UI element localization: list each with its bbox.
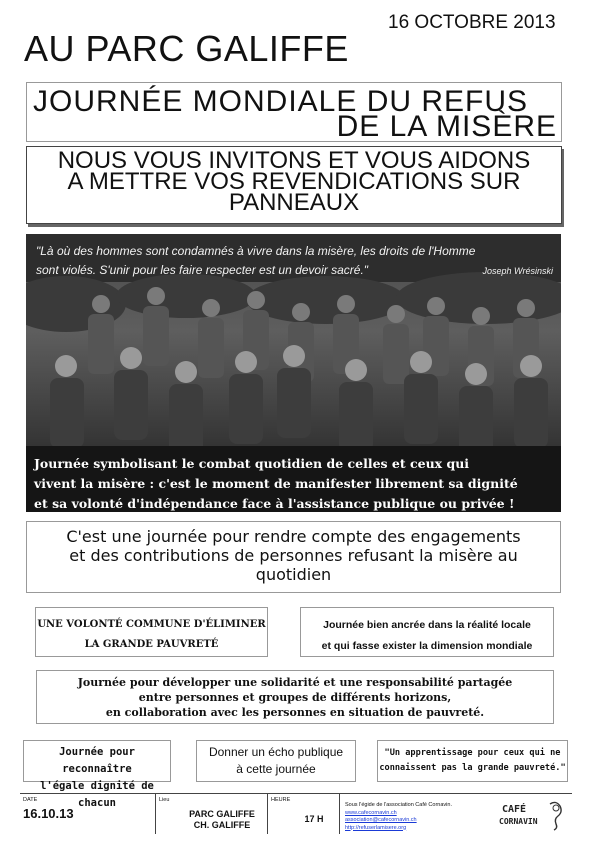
volonte-line2: LA GRANDE PAUVRETÉ (84, 639, 219, 650)
footer-info-bar (20, 793, 572, 837)
journee-title-line1: JOURNÉE MONDIALE DU REFUS (33, 85, 529, 118)
quote-line1: "Là où des hommes sont condamnés à vivre dans la misère, les droits de l'Homme (36, 244, 476, 258)
invitation-text (27, 147, 561, 216)
footer-divider (339, 794, 340, 834)
cafe-cornavin-logo (498, 798, 568, 834)
solidarite-line2: entre personnes et groupes de différents horizons, (138, 691, 452, 704)
echo-line2: à cette journée (236, 762, 316, 776)
footer-date-label: DATE (23, 797, 38, 803)
footer-lieu-label: Lieu (159, 797, 170, 803)
footer-egide-text: Sous l'égide de l'association Café Cornavin. (345, 802, 452, 808)
footer-link-website[interactable]: www.cafecornavin.ch (345, 809, 397, 816)
footer-heure-label: HEURE (271, 797, 291, 803)
invitation-line2: A METTRE VOS REVENDICATIONS SUR (67, 168, 521, 195)
realite-locale-box (300, 607, 554, 657)
compte-line1: C'est une journée pour rendre compte des engagements (66, 527, 521, 546)
quote-author: Joseph Wrésinski (482, 266, 553, 276)
footer-heure-value: 17 H (304, 814, 324, 824)
footer-lieu-line1: PARC GALIFFE (189, 809, 255, 819)
solidarite-box (36, 670, 554, 724)
volonte-commune-box (35, 607, 268, 657)
journee-mondiale-box (26, 82, 562, 142)
solidarite-line3: en collaboration avec les personnes en situation de pauvreté. (105, 706, 485, 719)
footer-date-value: 16.10.13 (23, 806, 74, 821)
footer-lieu-line2: CH. GALIFFE (193, 820, 251, 830)
solidarite-text (37, 675, 553, 720)
volonte-line1: UNE VOLONTÉ COMMUNE D'ÉLIMINER (37, 619, 266, 630)
ancree-text (301, 615, 553, 657)
footer-association-info (345, 802, 452, 832)
compte-line2: et des contributions de personnes refusant la misère au (69, 546, 518, 565)
logo-text-cafe: CAFÉ (502, 804, 527, 815)
solidarite-line1: Journée pour développer une solidarité et une responsabilité partagée (77, 676, 513, 689)
volonte-text (36, 615, 267, 655)
caption-line3: et sa volonté d'indépendance face à l'assistance publique ou privée ! (34, 496, 515, 511)
footer-divider (155, 794, 156, 834)
invitation-line3: PANNEAUX (228, 189, 360, 216)
footer-link-refuser[interactable]: http://refuserlamisere.org (345, 824, 407, 831)
dignite-line1: Journée pour reconnaître (59, 746, 135, 775)
invitation-line1: NOUS VOUS INVITONS ET VOUS AIDONS (57, 147, 531, 174)
caption-line2: vivent la misère : c'est le moment de manifester librement sa dignité (34, 476, 518, 491)
journee-title-line2: DE LA MISÈRE (336, 110, 557, 143)
ancree-line2: et qui fasse exister la dimension mondiale (321, 640, 533, 652)
event-date: 16 OCTOBRE 2013 (388, 12, 556, 33)
rendre-compte-text (27, 527, 560, 584)
rendre-compte-box (26, 521, 561, 593)
invitation-box (26, 146, 562, 224)
apprentissage-line2: connaissent pas la grande pauvreté." (379, 763, 566, 773)
place-title: AU PARC GALIFFE (24, 28, 349, 69)
logo-text-cornavin: CORNAVIN (499, 817, 538, 826)
quote-line2: sont violés. S'unir pour les faire respecter est un devoir sacré." (36, 263, 369, 277)
photo-caption (34, 454, 559, 512)
compte-line3: quotidien (255, 565, 332, 584)
ancree-line1: Journée bien ancrée dans la réalité locale (323, 619, 531, 631)
echo-text (197, 744, 355, 778)
apprentissage-box (377, 740, 568, 782)
footer-divider (267, 794, 268, 834)
apprentissage-line1: "Un apprentissage pour ceux qui ne (384, 748, 561, 758)
group-photo (26, 234, 561, 512)
caption-line1: Journée symbolisant le combat quotidien de celles et ceux qui (34, 456, 470, 471)
footer-link-email[interactable]: association@cafecornavin.ch (345, 817, 417, 823)
echo-public-box (196, 740, 356, 782)
dignite-line2: l'égale dignité de chacun (40, 780, 154, 809)
echo-line1: Donner un écho publique (208, 745, 344, 759)
apprentissage-text (378, 746, 567, 776)
wresinski-quote (36, 242, 551, 280)
